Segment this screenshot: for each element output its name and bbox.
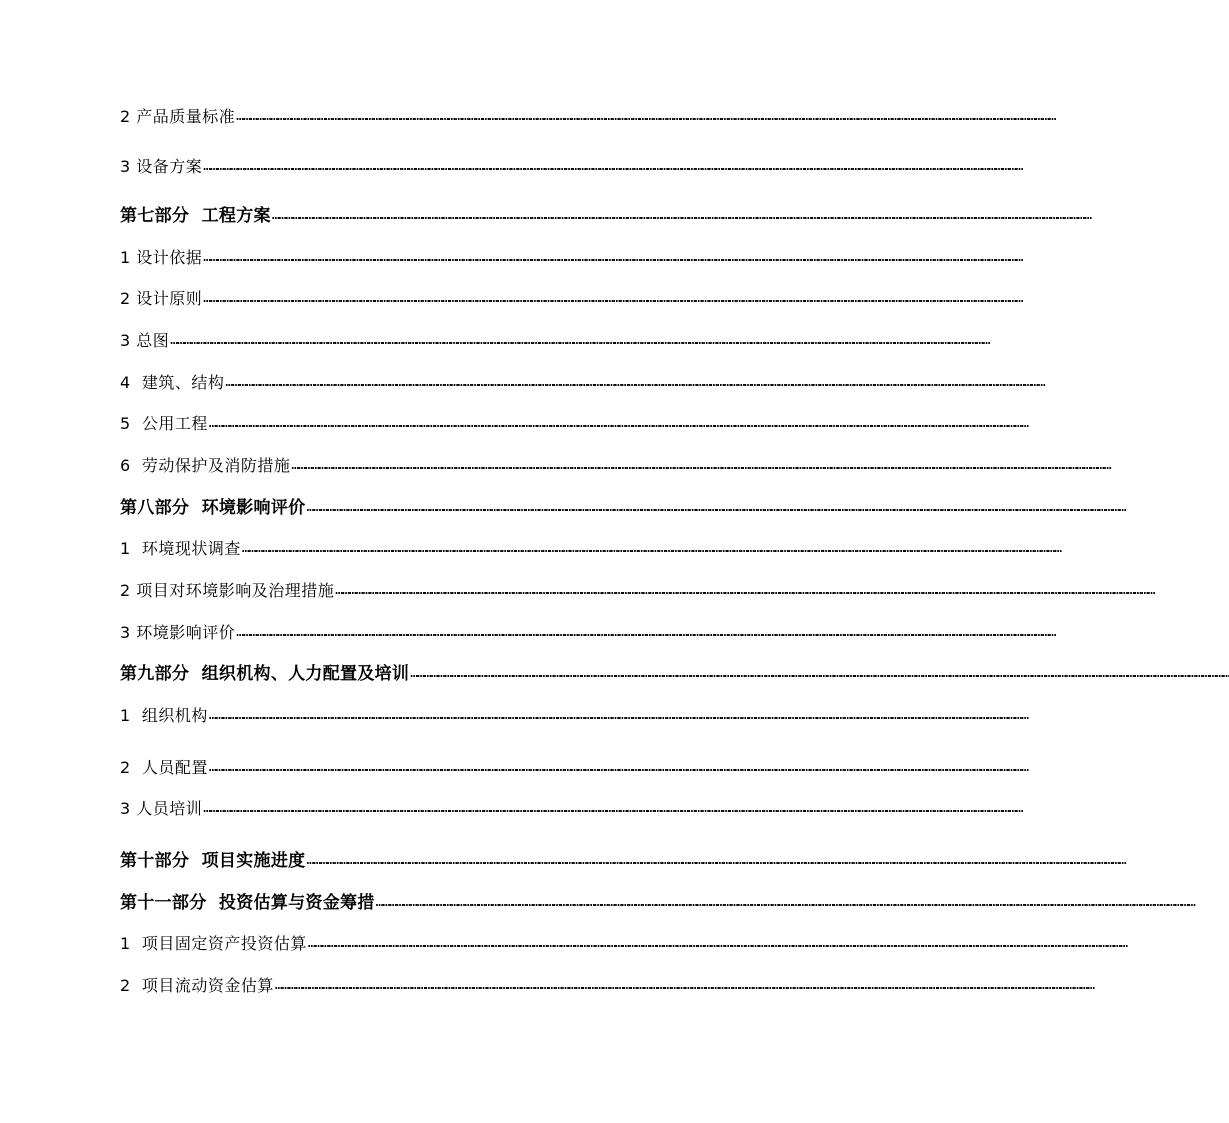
dot-leader: ………………………………………………………………………………………………………………………………………………………………………………………………………………………………………………………………………………………………………………………………	[306, 853, 1126, 868]
toc-entry-equipment-plan[interactable]	[120, 155, 1023, 179]
toc-entry-architecture-structure[interactable]	[120, 371, 1045, 395]
toc-entry-label: 1 组织机构	[120, 706, 208, 725]
toc-entry-label: 2 项目对环境影响及治理措施	[120, 581, 335, 600]
dot-leader: ………………………………………………………………………………………………………………………………………………………………………………………………………………………………………………………………………………………………………………………………	[236, 625, 1056, 640]
toc-entry-label: 6 劳动保护及消防措施	[120, 456, 291, 475]
toc-section-title: 第七部分 工程方案	[120, 206, 271, 226]
toc-entry-label: 2 人员配置	[120, 758, 208, 777]
toc-entry-general-layout[interactable]	[120, 329, 990, 353]
toc-section-part-8[interactable]	[120, 496, 1126, 520]
toc-entry-design-basis[interactable]	[120, 246, 1023, 270]
toc-entry-organization[interactable]	[120, 704, 1029, 728]
dot-leader: ………………………………………………………………………………………………………………………………………………………………………………………………………………………………………………………………………………………………………………………………	[410, 666, 1229, 681]
dot-leader: ………………………………………………………………………………………………………………………………………………………………………………………………………………………………………………………………………………………………………………………………	[291, 458, 1111, 473]
toc-entry-label: 2 项目流动资金估算	[120, 976, 274, 995]
toc-section-part-10[interactable]	[120, 849, 1126, 873]
dot-leader: ………………………………………………………………………………………………………………………………………………………………………………………………………………………………………………………………………………………………………………………………	[208, 708, 1029, 723]
dot-leader: ………………………………………………………………………………………………………………………………………………………………………………………………………………………………………………………………………………………………………………………………	[203, 291, 1023, 306]
toc-entry-design-principles[interactable]	[120, 287, 1023, 311]
toc-entry-labor-protection-fire[interactable]	[120, 454, 1111, 478]
dot-leader: ………………………………………………………………………………………………………………………………………………………………………………………………………………………………………………………………………………………………………………………………	[203, 801, 1023, 816]
toc-entry-product-quality-standards[interactable]	[120, 105, 1056, 129]
toc-entry-environment-assessment[interactable]	[120, 621, 1056, 645]
dot-leader: ………………………………………………………………………………………………………………………………………………………………………………………………………………………………………………………………………………………………………………………………	[203, 159, 1023, 174]
toc-entry-label: 3 环境影响评价	[120, 623, 236, 642]
dot-leader: ………………………………………………………………………………………………………………………………………………………………………………………………………………………………………………………………………………………………………………………………	[274, 978, 1095, 993]
toc-entry-utilities[interactable]	[120, 412, 1029, 436]
toc-entry-label: 3 设备方案	[120, 157, 203, 176]
toc-entry-label: 2 产品质量标准	[120, 107, 236, 126]
toc-entry-label: 3 人员培训	[120, 799, 203, 818]
dot-leader: ………………………………………………………………………………………………………………………………………………………………………………………………………………………………………………………………………………………………………………………………	[236, 109, 1056, 124]
toc-section-title: 第十部分 项目实施进度	[120, 851, 306, 871]
toc-section-title: 第八部分 环境影响评价	[120, 498, 306, 518]
toc-entry-training[interactable]	[120, 797, 1023, 821]
dot-leader: ………………………………………………………………………………………………………………………………………………………………………………………………………………………………………………………………………………………………………………………………	[208, 416, 1029, 431]
dot-leader: ………………………………………………………………………………………………………………………………………………………………………………………………………………………………………………………………………………………………………………………………	[307, 936, 1128, 951]
toc-entry-label: 3 总图	[120, 331, 170, 350]
toc-entry-label: 1 项目固定资产投资估算	[120, 934, 307, 953]
toc-entry-environment-impact-measures[interactable]	[120, 579, 1155, 603]
toc-entry-label: 5 公用工程	[120, 414, 208, 433]
toc-section-title: 第十一部分 投资估算与资金筹措	[120, 893, 375, 913]
toc-entry-environment-survey[interactable]	[120, 537, 1062, 561]
toc-entry-working-capital[interactable]	[120, 974, 1095, 998]
toc-entry-label: 2 设计原则	[120, 289, 203, 308]
toc-section-part-9[interactable]	[120, 662, 1229, 686]
toc-entry-label: 1 环境现状调查	[120, 539, 241, 558]
dot-leader: ………………………………………………………………………………………………………………………………………………………………………………………………………………………………………………………………………………………………………………………………	[306, 500, 1126, 515]
toc-entry-fixed-asset-investment[interactable]	[120, 932, 1128, 956]
toc-section-part-11[interactable]	[120, 891, 1195, 915]
dot-leader: ………………………………………………………………………………………………………………………………………………………………………………………………………………………………………………………………………………………………………………………………	[225, 375, 1045, 390]
dot-leader: ………………………………………………………………………………………………………………………………………………………………………………………………………………………………………………………………………………………………………………………………	[208, 760, 1029, 775]
toc-entry-label: 1 设计依据	[120, 248, 203, 267]
toc-entry-label: 4 建筑、结构	[120, 373, 225, 392]
toc-entry-staffing[interactable]	[120, 756, 1029, 780]
dot-leader: ………………………………………………………………………………………………………………………………………………………………………………………………………………………………………………………………………………………………………………………………	[271, 208, 1092, 223]
dot-leader: ………………………………………………………………………………………………………………………………………………………………………………………………………………………………………………………………………………………………………………………………	[335, 583, 1155, 598]
toc-section-part-7[interactable]	[120, 204, 1092, 228]
toc-section-title: 第九部分 组织机构、人力配置及培训	[120, 664, 410, 684]
dot-leader: ………………………………………………………………………………………………………………………………………………………………………………………………………………………………………………………………………………………………………………………………	[241, 541, 1062, 556]
dot-leader: ………………………………………………………………………………………………………………………………………………………………………………………………………………………………………………………………………………………………………………………………	[375, 895, 1195, 910]
dot-leader: ………………………………………………………………………………………………………………………………………………………………………………………………………………………………………………………………………………………………………………………………	[170, 333, 990, 348]
dot-leader: ………………………………………………………………………………………………………………………………………………………………………………………………………………………………………………………………………………………………………………………………	[203, 250, 1023, 265]
